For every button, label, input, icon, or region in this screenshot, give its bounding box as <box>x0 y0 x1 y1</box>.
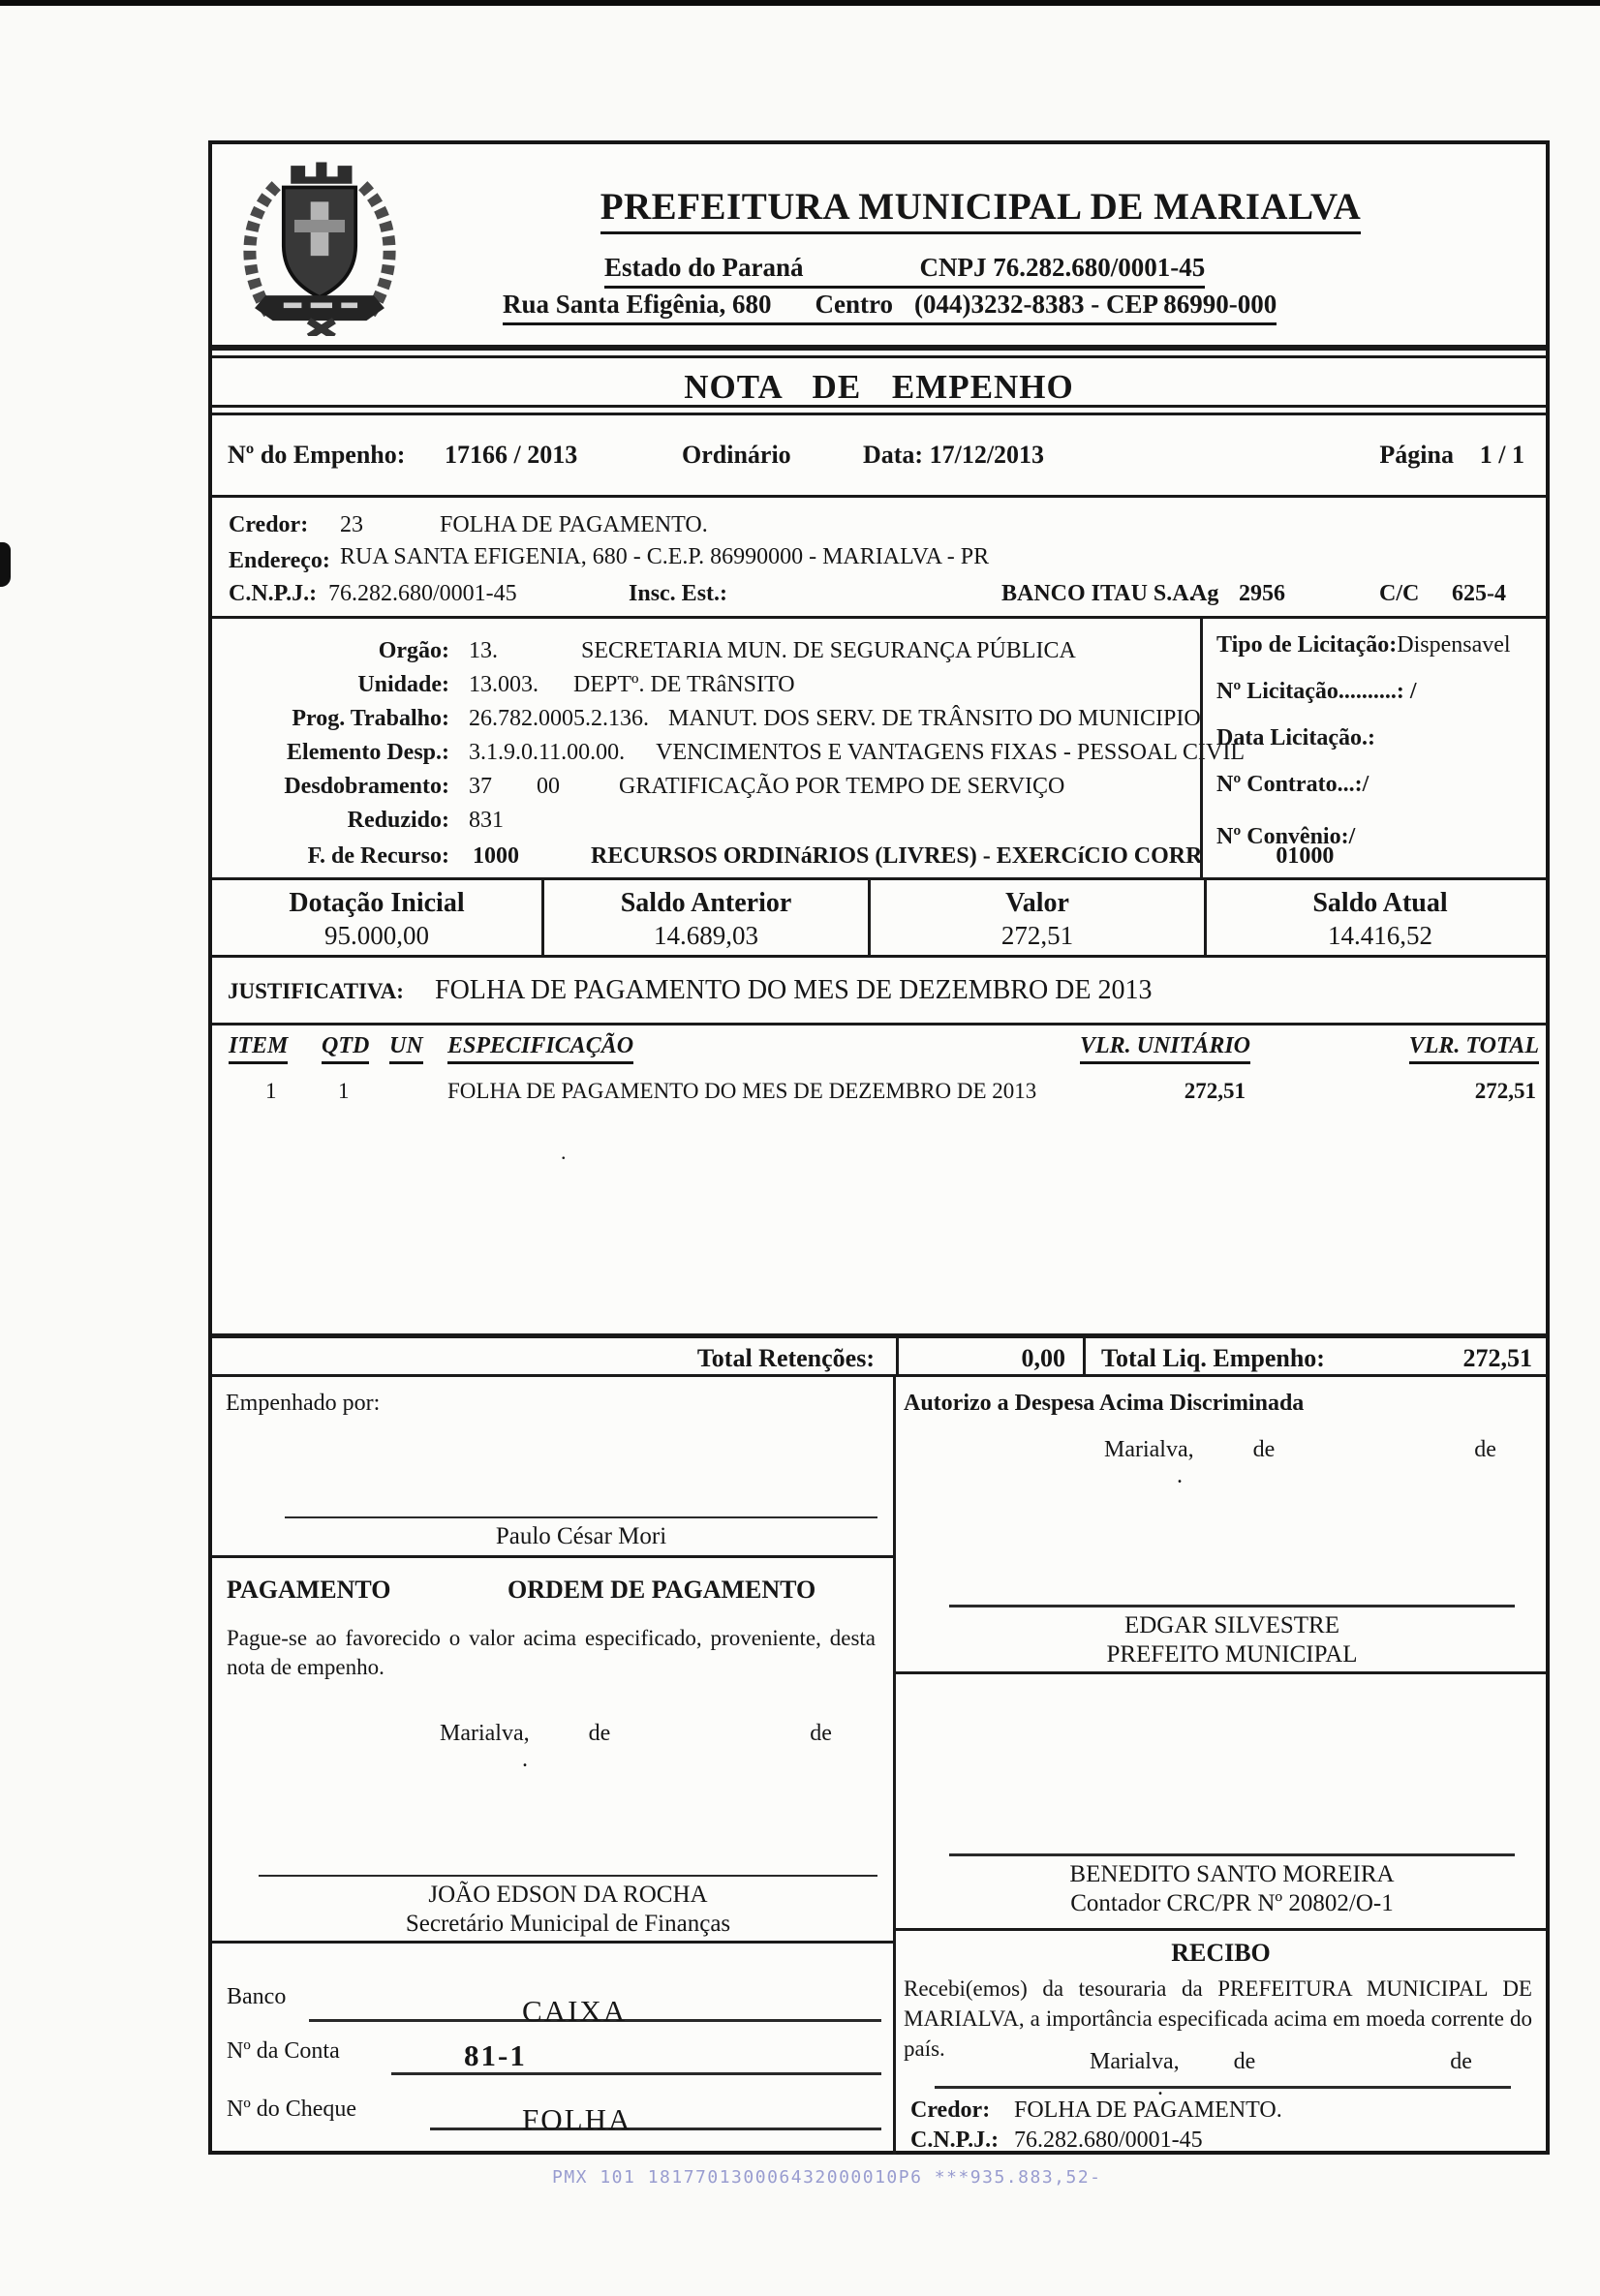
classificacao-row-desdobramento <box>212 774 1064 800</box>
conta-value: 81-1 <box>464 2038 527 2072</box>
agencia-number: 2956 <box>1239 581 1285 606</box>
prefeitura-title: PREFEITURA MUNICIPAL DE MARIALVA <box>600 185 1362 234</box>
endereco-value: RUA SANTA EFIGENIA, 680 - C.E.P. 86990000 - MARIALVA - PR <box>340 544 990 569</box>
pagamento-text: Pague-se ao favorecido o valor acima especificado, proveniente, desta nota de empenho. <box>227 1626 876 1679</box>
dotacao-inicial-cell <box>212 880 541 955</box>
scan-artifact-top-bar <box>0 0 1600 6</box>
col-header-vlr-unitario: VLR. UNITÁRIO <box>1080 1033 1250 1064</box>
prefeito-signer-block <box>949 1611 1515 1669</box>
prefeito-signer-name: EDGAR SILVESTRE <box>1123 1612 1339 1638</box>
num-licitacao-line: Nº Licitação..........: / <box>1216 679 1417 704</box>
unidade-desc: DEPTº. DE TRâNSITO <box>573 672 795 697</box>
banco-value: CAIXA <box>522 1994 628 2028</box>
saldo-anterior-cell <box>541 880 868 955</box>
valor-value: 272,51 <box>1000 921 1074 950</box>
dotacao-inicial-label: Dotação Inicial <box>289 888 465 918</box>
col-header-qtd: QTD <box>322 1033 369 1064</box>
item-qtd: 1 <box>338 1079 350 1103</box>
address-line <box>503 290 1277 325</box>
contador-signer-title: Contador CRC/PR Nº 20802/O-1 <box>1070 1890 1394 1916</box>
empenhado-signature-line <box>285 1516 877 1518</box>
valor-label: Valor <box>1005 888 1069 918</box>
orgao-desc: SECRETARIA MUN. DE SEGURANÇA PÚBLICA <box>581 638 1076 663</box>
autorizo-title: Autorizo a Despesa Acima Discriminada <box>904 1391 1305 1416</box>
empenhado-por-label: Empenhado por: <box>226 1391 381 1416</box>
retencoes-label-cell <box>212 1338 896 1374</box>
form-header <box>212 144 1546 348</box>
item-vlr-unitario: 272,51 <box>1184 1079 1246 1103</box>
classificacao-row-unidade <box>212 672 795 698</box>
cheque-fill-line <box>430 2128 881 2130</box>
page-number: 1 / 1 <box>1479 441 1524 469</box>
state-label: Estado do Paraná <box>604 253 804 282</box>
de-2: de <box>810 1721 832 1746</box>
header-address-row <box>503 290 1277 325</box>
signatures-left-column <box>212 1377 896 2155</box>
finance-signer-name: JOÃO EDSON DA ROCHA <box>428 1882 708 1908</box>
justificativa-text: FOLHA DE PAGAMENTO DO MES DE DEZEMBRO DE 2013 <box>435 975 1153 1005</box>
saldo-atual-value: 14.416,52 <box>1328 921 1432 950</box>
orgao-label: Orgão: <box>378 638 449 663</box>
cnpj-label: CNPJ 76.282.680/0001-45 <box>919 253 1206 282</box>
empenho-tipo: Ordinário <box>682 441 791 469</box>
conta-corrente-label: C/C <box>1379 581 1420 606</box>
doc-title: NOTA DE EMPENHO <box>684 368 1074 406</box>
autorizo-city-date-line <box>1104 1437 1546 1489</box>
unidade-code: 13.003. <box>469 672 538 697</box>
pagamento-title: PAGAMENTO <box>227 1576 391 1604</box>
recibo-title: RECIBO <box>1171 1939 1271 1967</box>
classificacao-row-elemento <box>212 740 1245 766</box>
empenho-number-label: Nº do Empenho: <box>228 441 406 469</box>
reduzido-code: 831 <box>469 808 504 833</box>
empenho-number: 17166 / 2013 <box>445 441 578 469</box>
col-header-un: UN <box>389 1033 423 1064</box>
data-licitacao-line: Data Licitação.: <box>1216 725 1375 750</box>
empenhado-section <box>212 1377 893 1558</box>
desdobramento-desc: GRATIFICAÇÃO POR TEMPO DE SERVIÇO <box>619 774 1065 799</box>
saldo-anterior-label: Saldo Anterior <box>620 888 792 918</box>
cheque-label: Nº do Cheque <box>227 2097 357 2122</box>
de-1: de <box>1233 2049 1256 2074</box>
signatures-area <box>212 1377 1546 2155</box>
tipo-licitacao-label: Tipo de Licitação: <box>1216 632 1398 658</box>
credor-code: 23 <box>340 512 363 537</box>
items-table <box>212 1026 1546 1333</box>
justificativa-row <box>212 958 1546 1026</box>
reduzido-label: Reduzido: <box>347 808 449 833</box>
dot-matrix-validation-imprint: PMX 101 181770130006432000010P6 ***935.883,52- <box>552 2167 1102 2188</box>
recurso-code: 1000 <box>473 843 519 869</box>
dotacao-inicial-value: 95.000,00 <box>324 921 429 950</box>
contador-signature-line <box>949 1853 1515 1856</box>
desdobramento-code2: 00 <box>537 774 560 799</box>
justificativa-label: JUSTIFICATIVA: <box>228 979 404 1003</box>
header-title-row <box>435 185 1526 234</box>
recibo-text: Recebi(emos) da tesouraria da PREFEITURA MUNICIPAL DE MARIALVA, a importância especificada acima em moeda corrente do país. <box>904 1976 1532 2061</box>
contador-signer-block <box>949 1860 1515 1918</box>
header-state-row <box>604 253 1205 289</box>
recibo-divider-line <box>935 2086 1511 2089</box>
prog-trabalho-code: 26.782.0005.2.136. <box>469 706 649 731</box>
agencia-label: Ag <box>1190 581 1219 606</box>
contador-signer-name: BENEDITO SANTO MOREIRA <box>1069 1861 1395 1887</box>
classificacao-row-reduzido <box>212 808 504 834</box>
phone-cep: (044)3232-8383 - CEP 86990-000 <box>914 290 1277 319</box>
de-1: de <box>1252 1437 1276 1462</box>
prog-trabalho-label: Prog. Trabalho: <box>292 706 449 731</box>
district: Centro <box>815 290 894 319</box>
city-name: Marialva, <box>1090 2049 1180 2074</box>
col-header-especificacao: ESPECIFICAÇÃO <box>447 1033 633 1064</box>
nota-de-empenho-form <box>208 140 1550 2155</box>
valor-cell <box>868 880 1204 955</box>
recurso-label: F. de Recurso: <box>307 843 449 869</box>
item-especificacao: FOLHA DE PAGAMENTO DO MES DE DEZEMBRO DE 2013 <box>447 1079 1037 1103</box>
banco-label: Banco <box>227 1984 287 2009</box>
licitacao-box <box>1200 619 1556 877</box>
insc-est-label: Insc. Est.: <box>629 581 728 606</box>
empenho-info-row <box>212 415 1546 498</box>
totals-row <box>212 1333 1546 1377</box>
total-liq-value: 272,51 <box>1462 1344 1532 1372</box>
prefeito-signer-title: PREFEITO MUNICIPAL <box>1106 1641 1358 1668</box>
finance-signer-title: Secretário Municipal de Finanças <box>405 1911 731 1937</box>
item-number: 1 <box>265 1079 277 1103</box>
col-header-item: ITEM <box>229 1033 288 1064</box>
city-name: Marialva, <box>440 1721 530 1746</box>
prog-trabalho-desc: MANUT. DOS SERV. DE TRÂNSITO DO MUNICIPIO <box>668 706 1201 731</box>
recurso-extra-code: 01000 <box>1276 843 1335 869</box>
num-contrato-line: Nº Contrato...:/ <box>1216 772 1369 797</box>
street-address: Rua Santa Efigênia, 680 <box>503 290 772 319</box>
empenhado-signer-name: Paulo César Mori <box>495 1523 667 1549</box>
line-period: . <box>1177 1463 1183 1488</box>
recibo-credor-value: FOLHA DE PAGAMENTO. <box>1014 2097 1282 2123</box>
classificacao-block <box>212 619 1546 880</box>
prefeito-signature-line <box>949 1605 1515 1607</box>
liq-empenho-cell <box>1083 1338 1546 1374</box>
elemento-label: Elemento Desp.: <box>287 740 449 765</box>
item-vlr-total: 272,51 <box>1474 1079 1536 1103</box>
scan-stray-dot: . <box>561 1140 567 1164</box>
pagamento-city-date-line <box>440 1721 893 1773</box>
pagamento-section <box>212 1558 893 1944</box>
conta-label: Nº da Conta <box>227 2038 340 2064</box>
conta-corrente-number: 625-4 <box>1452 581 1506 606</box>
saldo-atual-cell <box>1204 880 1554 955</box>
recibo-credor-label: Credor: <box>910 2097 991 2123</box>
finance-signature-line <box>259 1875 877 1877</box>
col-header-vlr-total: VLR. TOTAL <box>1409 1033 1539 1064</box>
recibo-cnpj-value: 76.282.680/0001-45 <box>1014 2128 1203 2153</box>
cheque-value: FOLHA <box>522 2102 632 2136</box>
municipal-coat-of-arms-logo <box>230 154 410 336</box>
line-period: . <box>1157 2075 1163 2100</box>
classificacao-row-recurso <box>212 843 1334 870</box>
saldo-atual-label: Saldo Atual <box>1312 888 1448 918</box>
doc-title-band <box>212 348 1546 415</box>
credor-block <box>212 498 1546 619</box>
num-convenio-line: Nº Convênio:/ <box>1216 824 1356 849</box>
saldo-anterior-value: 14.689,03 <box>654 921 758 950</box>
banco-name: BANCO ITAU S.A. <box>1001 581 1195 606</box>
classificacao-row-orgao <box>212 638 1076 664</box>
recibo-cnpj-label: C.N.P.J.: <box>910 2128 1000 2153</box>
empenho-date: Data: 17/12/2013 <box>863 441 1045 469</box>
tipo-licitacao-value: Dispensavel <box>1397 632 1511 658</box>
credor-name: FOLHA DE PAGAMENTO. <box>440 512 708 537</box>
retencoes-value-cell <box>896 1338 1083 1374</box>
de-2: de <box>1450 2049 1472 2074</box>
state-cnpj-line <box>604 253 1205 289</box>
classificacao-row-prog-trabalho <box>212 706 1201 732</box>
credor-label: Credor: <box>229 512 309 537</box>
line-period: . <box>522 1747 528 1772</box>
tipo-licitacao-line <box>1216 632 1511 658</box>
dotacao-row <box>212 880 1546 958</box>
unidade-label: Unidade: <box>357 672 449 697</box>
total-retencoes-label: Total Retenções: <box>696 1344 875 1372</box>
recibo-section <box>896 1931 1546 2155</box>
city-name: Marialva, <box>1104 1437 1194 1462</box>
de-2: de <box>1474 1437 1496 1462</box>
contador-section <box>896 1674 1546 1931</box>
elemento-desc: VENCIMENTOS E VANTAGENS FIXAS - PESSOAL CIVIL <box>656 740 1246 765</box>
total-retencoes-value: 0,00 <box>1021 1344 1065 1372</box>
autorizo-section <box>896 1377 1546 1674</box>
recibo-city-date-line <box>1090 2049 1546 2101</box>
desdobramento-label: Desdobramento: <box>284 774 449 799</box>
desdobramento-code: 37 <box>469 774 492 799</box>
recurso-desc: RECURSOS ORDINáRIOS (LIVRES) - EXERCíCIO CORR <box>591 843 1203 869</box>
total-liq-label: Total Liq. Empenho: <box>1101 1344 1325 1372</box>
scan-artifact-edge-mark <box>0 542 11 587</box>
credor-cnpj: 76.282.680/0001-45 <box>328 581 517 606</box>
finance-signer-block <box>259 1881 877 1939</box>
endereco-label: Endereço: <box>229 548 330 573</box>
ordem-pagamento-title: ORDEM DE PAGAMENTO <box>508 1576 816 1604</box>
banco-section <box>212 1944 893 2155</box>
de-1: de <box>588 1721 611 1746</box>
credor-cnpj-label: C.N.P.J.: <box>229 581 318 606</box>
orgao-code: 13. <box>469 638 498 663</box>
elemento-code: 3.1.9.0.11.00.00. <box>469 740 626 765</box>
signatures-right-column <box>896 1377 1546 2155</box>
page-label: Página <box>1379 441 1454 469</box>
